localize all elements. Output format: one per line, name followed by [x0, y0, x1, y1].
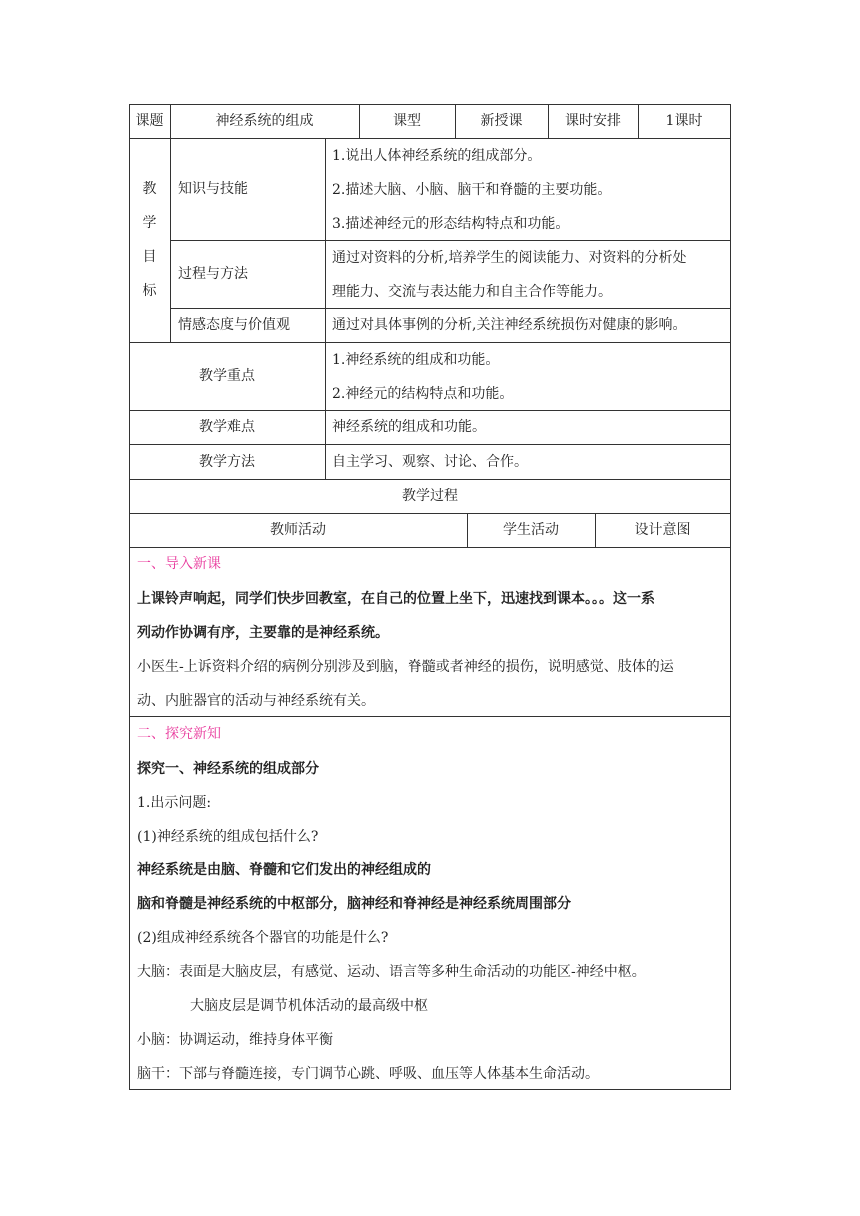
column-teacher: 教师活动 [270, 522, 326, 538]
answer-1-line: 脑和脊髓是神经系统的中枢部分，脑神经和脊神经是神经系统周围部分 [137, 896, 571, 912]
difficulties-value: 神经系统的组成和功能。 [332, 419, 486, 435]
key-point-line: 1.神经系统的组成和功能。 [332, 352, 500, 368]
emotion-label: 情感态度与价值观 [178, 317, 290, 333]
type-label: 课型 [393, 113, 421, 129]
objectives-label-char: 学 [142, 215, 157, 231]
knowledge-label: 知识与技能 [178, 181, 248, 197]
cerebrum-line: 大脑：表面是大脑皮层，有感觉、运动、语言等多种生命活动的功能区-神经中枢。 [137, 964, 646, 980]
subject-value: 神经系统的组成 [215, 113, 314, 129]
brainstem-line: 脑干：下部与脊髓连接，专门调节心跳、呼吸、血压等人体基本生命活动。 [137, 1066, 599, 1082]
schedule-value: 1课时 [665, 113, 703, 129]
intro-line: 小医生-上诉资料介绍的病例分别涉及到脑，脊髓或者神经的损伤，说明感觉、肢体的运 [137, 659, 674, 675]
key-point-line: 2.神经元的结构特点和功能。 [332, 386, 514, 402]
subject-label: 课题 [135, 113, 164, 129]
knowledge-line: 1.说出人体神经系统的组成部分。 [332, 148, 542, 164]
objectives-label-char: 标 [142, 283, 157, 299]
type-value: 新授课 [480, 113, 523, 129]
question-1: (1)神经系统的组成包括什么? [137, 829, 319, 845]
schedule-label: 课时安排 [565, 113, 621, 129]
question-2: (2)组成神经系统各个器官的功能是什么? [137, 930, 389, 946]
intro-bold-line: 上课铃声响起，同学们快步回教室，在自己的位置上坐下，迅速找到课本。。。这一系 [137, 591, 655, 607]
process-line: 理能力、交流与表达能力和自主合作等能力。 [332, 284, 612, 300]
process-line: 通过对资料的分析,培养学生的阅读能力、对资料的分析处 [332, 250, 687, 266]
methods-label: 教学方法 [199, 454, 255, 470]
column-intent: 设计意图 [634, 522, 691, 538]
objectives-label-char: 教 [142, 181, 157, 197]
process-title: 教学过程 [402, 488, 458, 504]
section-heading-explore: 二、探究新知 [137, 726, 221, 742]
objectives-label-char: 目 [142, 249, 157, 265]
process-label: 过程与方法 [178, 266, 248, 282]
methods-value: 自主学习、观察、讨论、合作。 [332, 454, 528, 470]
question-intro: 1.出示问题: [137, 795, 212, 811]
cortex-line: 大脑皮层是调节机体活动的最高级中枢 [190, 998, 428, 1014]
knowledge-line: 2.描述大脑、小脑、脑干和脊髓的主要功能。 [332, 182, 612, 198]
key-points-label: 教学重点 [199, 368, 255, 384]
column-student: 学生活动 [503, 522, 559, 538]
difficulties-label: 教学难点 [199, 419, 255, 435]
answer-1-line: 神经系统是由脑、脊髓和它们发出的神经组成的 [137, 862, 431, 878]
explore-subheading: 探究一、神经系统的组成部分 [137, 761, 319, 777]
knowledge-line: 3.描述神经元的形态结构特点和功能。 [332, 216, 570, 232]
emotion-line: 通过对具体事例的分析,关注神经系统损伤对健康的影响。 [332, 317, 687, 333]
cerebellum-line: 小脑：协调运动，维持身体平衡 [137, 1032, 333, 1048]
intro-bold-line: 列动作协调有序，主要靠的是神经系统。 [137, 625, 389, 641]
section-heading-intro: 一、导入新课 [137, 556, 221, 572]
intro-line: 动、内脏器官的活动与神经系统有关。 [137, 693, 375, 709]
